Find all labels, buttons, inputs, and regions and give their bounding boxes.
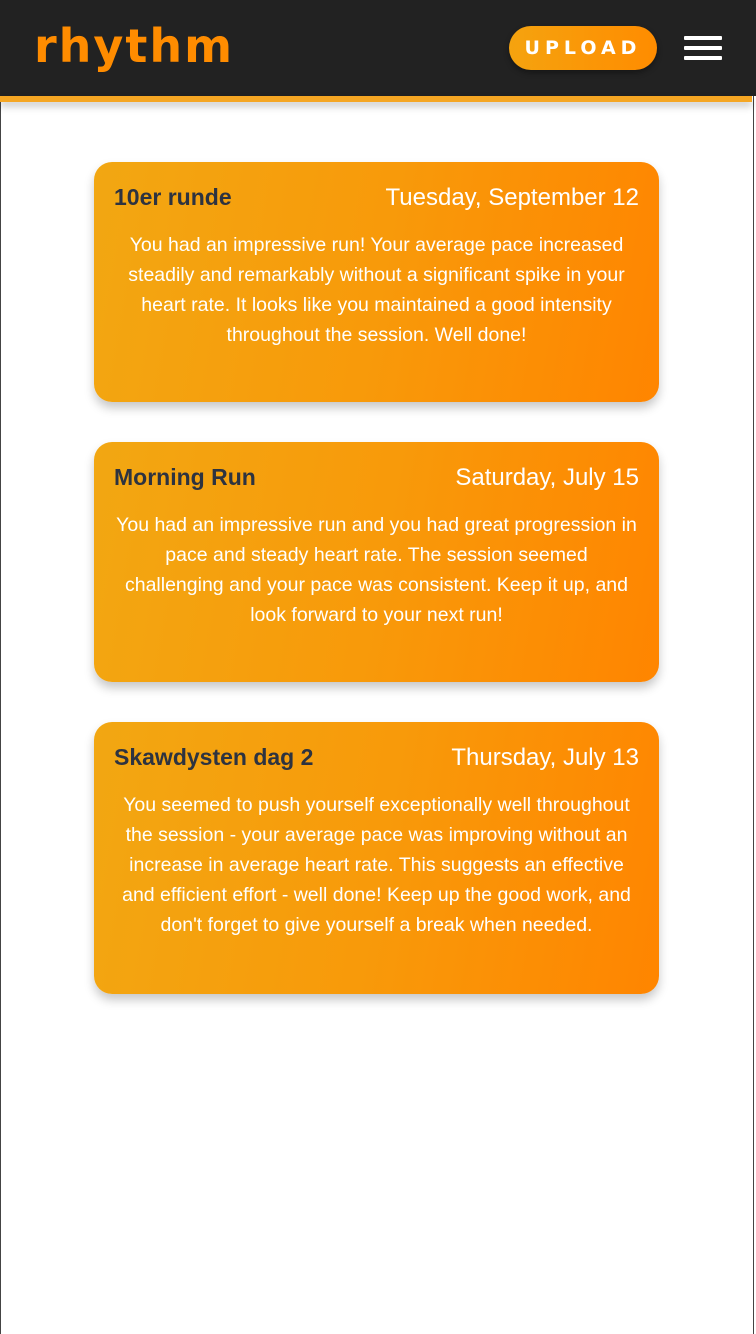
run-card-header (114, 464, 639, 498)
run-card-header (114, 744, 639, 778)
header-accent-bar (0, 96, 752, 102)
run-title: Skawdysten dag 2 (114, 744, 314, 770)
run-summary: You seemed to push yourself exceptionally well throughout the session - your average pace was improving without an increase in average heart rate. This suggests an effective and efficient effort - well done! Keep up the good work, and don't forget to give yourself a break when needed. (122, 794, 631, 936)
run-card[interactable] (94, 722, 659, 994)
menu-bar (684, 56, 722, 60)
menu-bar (684, 46, 722, 50)
run-card-header (114, 184, 639, 218)
hamburger-menu-icon[interactable] (684, 34, 722, 62)
run-title: Morning Run (114, 464, 256, 490)
run-card[interactable] (94, 162, 659, 402)
app-logo[interactable]: rhythm (34, 19, 235, 73)
run-title: 10er runde (114, 184, 232, 210)
run-card[interactable] (94, 442, 659, 682)
run-summary: You had an impressive run and you had great progression in pace and steady heart rate. The session seemed challenging and your pace was consistent. Keep it up, and look forward to your next run! (116, 514, 637, 626)
run-date: Tuesday, September 12 (385, 184, 639, 211)
run-summary: You had an impressive run! Your average pace increased steadily and remarkably without a significant spike in your heart rate. It looks like you maintained a good intensity throughout the session. Well done! (128, 234, 625, 346)
menu-bar (684, 36, 722, 40)
app-header (0, 0, 756, 96)
upload-button[interactable]: UPLOAD (509, 26, 657, 70)
run-date: Thursday, July 13 (451, 744, 639, 771)
run-date: Saturday, July 15 (455, 464, 639, 491)
